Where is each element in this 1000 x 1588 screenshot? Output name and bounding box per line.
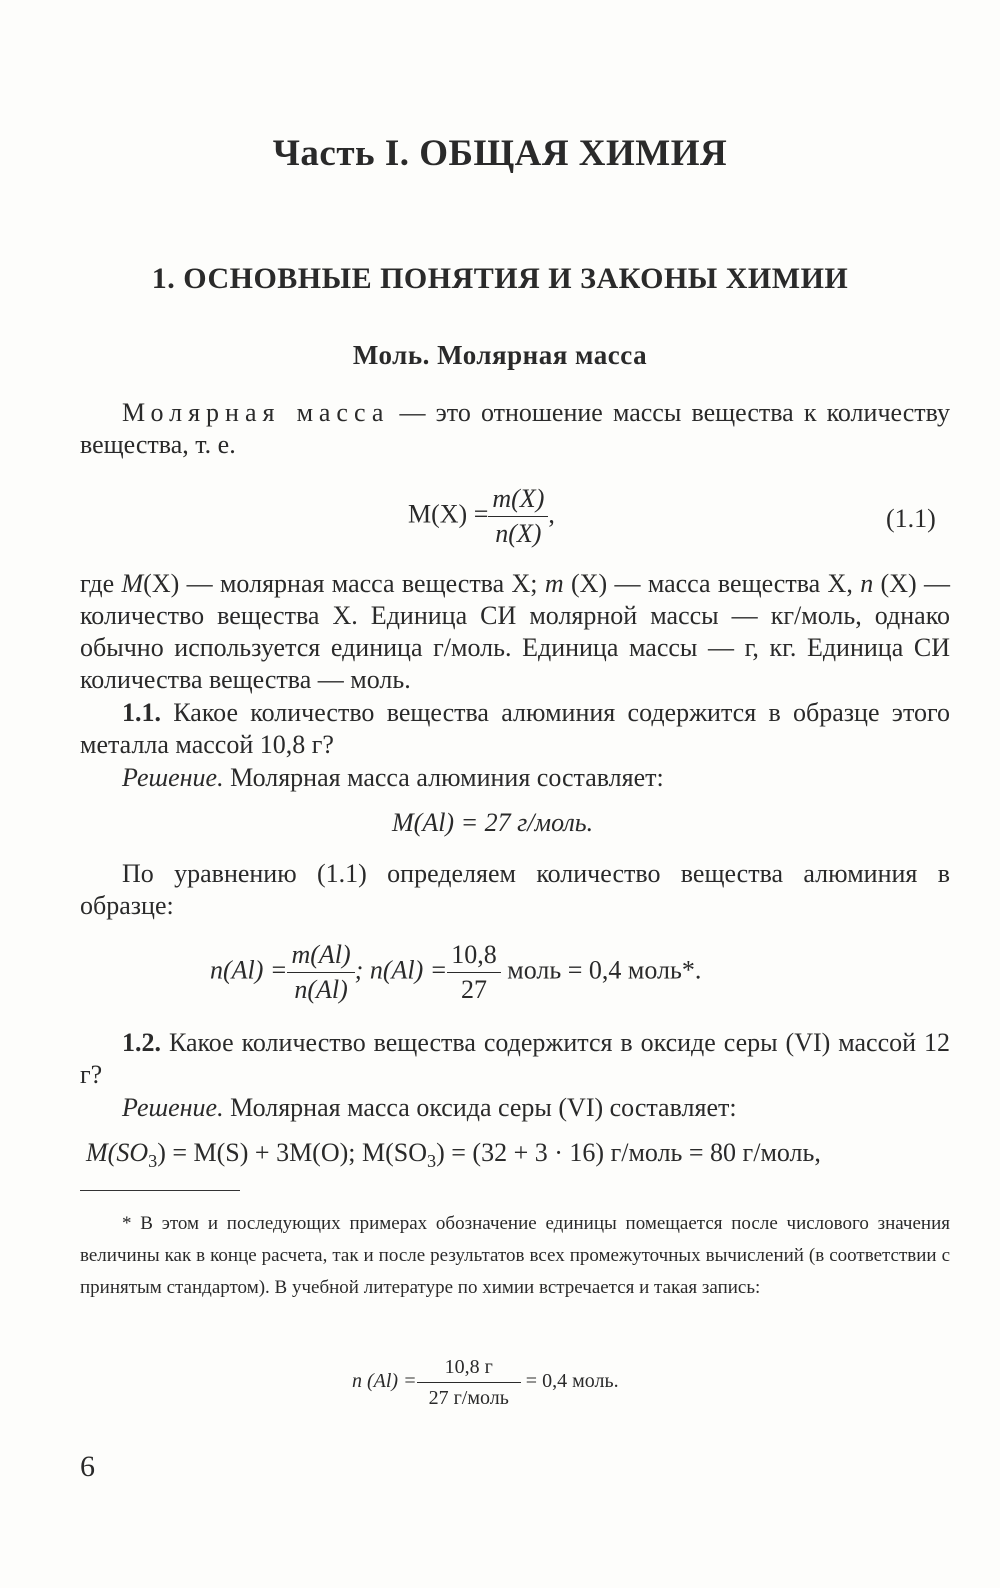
problem-1-1 [80, 697, 950, 761]
symbol-M: M [121, 569, 144, 598]
subscript-3: 3 [148, 1151, 158, 1172]
calc-fraction-2-numerator: 10,8 [447, 938, 501, 973]
calc-fraction-1-denominator: n(Al) [294, 975, 348, 1004]
solution-1-2 [80, 1092, 950, 1124]
calc-lhs: n(Al) = [210, 955, 288, 985]
footnote-fraction [417, 1352, 521, 1413]
problem-1-2-text: Какое количество вещества содержится в оксиде серы (VI) массой 12 г? [80, 1028, 950, 1089]
problem-1-2-number: 1.2. [122, 1028, 161, 1057]
definitions-text-3: (X) — масса вещества X, [563, 569, 861, 598]
solution-1-1-text: Молярная масса алюминия составляет: [223, 763, 664, 792]
part-title: Часть I. ОБЩАЯ ХИМИЯ [272, 133, 728, 174]
solution-label: Решение. [122, 1093, 224, 1122]
calc-part-e: ) = (32 + 3 · 16) г/моль = 80 г/моль, [436, 1138, 821, 1167]
solution-label: Решение. [122, 763, 224, 792]
formula-1-1 [408, 482, 555, 551]
sulfur-oxide-molar-mass-calc [86, 1138, 821, 1172]
calc-part-a: M(SO [86, 1138, 149, 1167]
formula-1-1-lhs: M(X) = [408, 499, 489, 529]
footnote-fraction-denominator: 27 г/моль [428, 1387, 509, 1409]
page-number: 6 [80, 1450, 95, 1483]
calc-mid: ; n(Al) = [354, 955, 448, 985]
problem-1-2 [80, 1027, 950, 1091]
formula-1-1-tail: , [548, 499, 555, 529]
intro-text: — это отношение массы вещества к количеству вещества, т. е. [80, 398, 951, 459]
solution-1-1 [80, 762, 950, 794]
calc-fraction-1 [287, 938, 354, 1007]
calc-fraction-1-numerator: m(Al) [287, 938, 354, 973]
footnote-formula-lhs: n (Al) = [352, 1370, 417, 1393]
calc-fraction-2 [447, 938, 501, 1007]
definitions-paragraph [80, 568, 950, 696]
section-title: Моль. Молярная масса [352, 340, 648, 370]
intro-paragraph [80, 397, 950, 461]
definitions-text-1: где [80, 569, 122, 598]
molar-mass-term: Молярная масса [122, 398, 390, 427]
footnote-fraction-numerator: 10,8 г [417, 1352, 521, 1383]
calc-part-c: ) = M(S) + 3M(O); M(SO [157, 1138, 428, 1167]
footnote-formula-tail: = 0,4 моль. [525, 1370, 619, 1393]
footnote-text: * В этом и последующих примерах обозначение единицы помещается после числового значения величины как в конце расчета, так и после результатов всех промежуточных вычислений (в соответствии с принятым стандартом). В учебной литературе по химии встречается и такая запись: [80, 1213, 950, 1298]
formula-1-1-numerator: m(X) [488, 482, 548, 517]
definitions-text-4: (X) — количество вещества X. Единица СИ молярной массы — кг/моль, однако обычно используется единица г/моль. Единица массы — г, кг. Единица СИ количества вещества — моль. [80, 569, 950, 694]
definitions-text-2: (X) — молярная масса вещества X; [143, 569, 545, 598]
formula-1-1-fraction [488, 482, 548, 551]
subscript-3: 3 [427, 1151, 437, 1172]
formula-1-1-denominator: n(X) [495, 519, 542, 548]
calc-tail: моль = 0,4 моль*. [507, 955, 702, 985]
aluminium-molar-mass: M(Al) = 27 г/моль. [392, 808, 594, 837]
calc-fraction-2-denominator: 27 [461, 975, 488, 1004]
footnote-divider [80, 1190, 240, 1191]
chapter-title: 1. ОСНОВНЫЕ ПОНЯТИЯ И ЗАКОНЫ ХИМИИ [151, 262, 849, 295]
symbol-m: m [544, 569, 564, 598]
equation-number: (1.1) [886, 504, 936, 533]
equation-usage-paragraph: По уравнению (1.1) определяем количество вещества алюминия в образце: [80, 859, 950, 920]
footnote-formula [352, 1352, 619, 1413]
problem-1-1-number: 1.1. [122, 698, 161, 727]
problem-1-1-text: Какое количество вещества алюминия содержится в образце этого металла массой 10,8 г? [80, 698, 950, 759]
aluminium-amount-calc [210, 938, 701, 1007]
symbol-n: n [860, 569, 874, 598]
solution-1-2-text: Молярная масса оксида серы (VI) составляет: [223, 1093, 737, 1122]
